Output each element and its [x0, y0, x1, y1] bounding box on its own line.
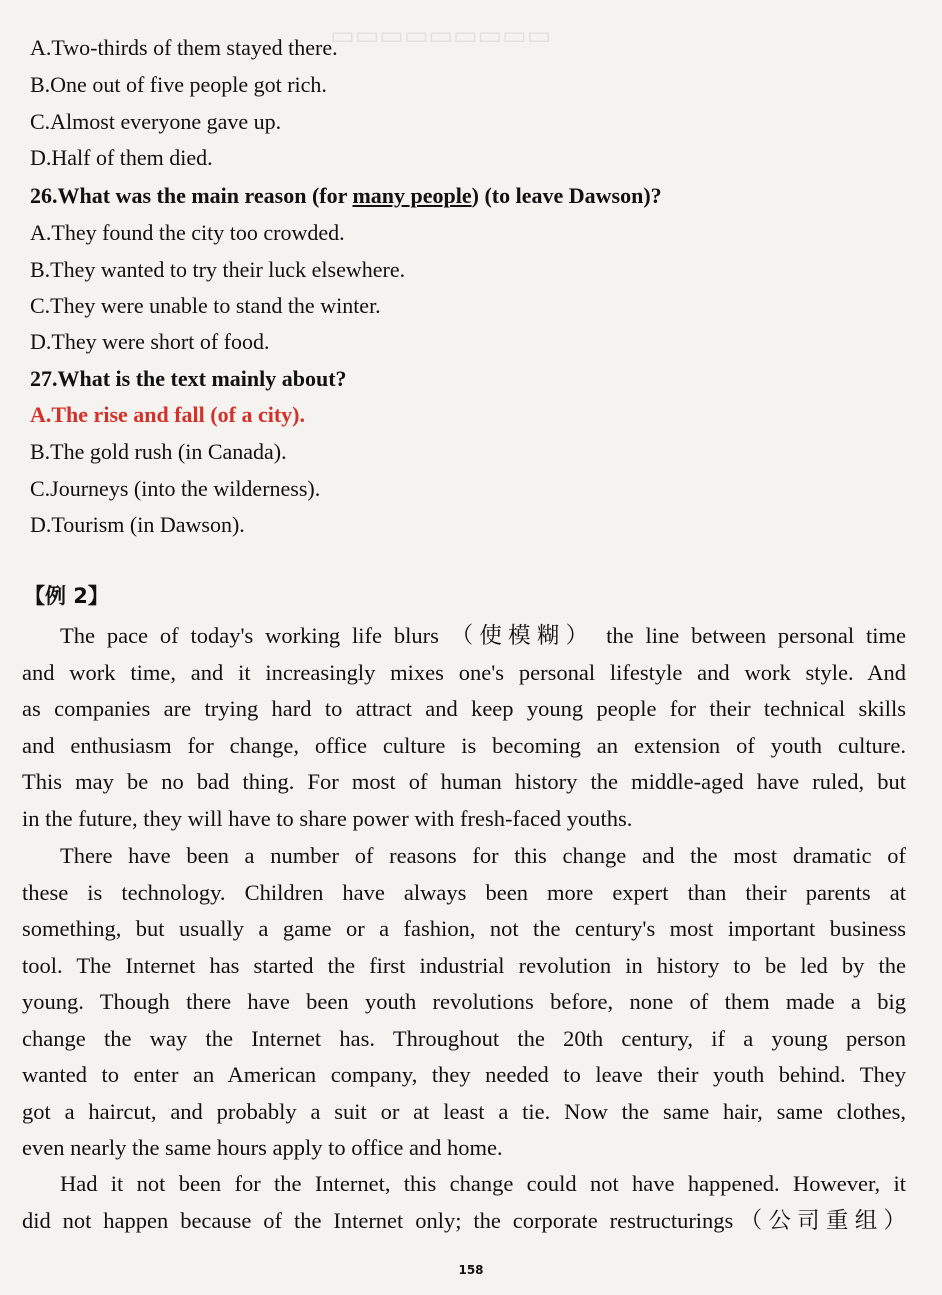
paragraph-line: as companies are trying hard to attract and keep young people for their technical skills [22, 696, 906, 721]
paragraph-line: Had it not been for the Internet, this change could not have happened. However, it [60, 1171, 906, 1196]
paragraph-line: wanted to enter an American company, they needed to leave their youth behind. They [22, 1062, 906, 1087]
q25-option-c: C.Almost everyone gave up. [30, 109, 282, 134]
q27-answer: A.The rise and fall (of a city). [30, 402, 305, 427]
passage-paragraph-3 [22, 1166, 906, 1239]
q27-option-c: C.Journeys (into the wilderness). [30, 476, 321, 501]
paragraph-line: got a haircut, and probably a suit or at least a tie. Now the same hair, same clothes, [22, 1098, 906, 1124]
paragraph-line: and work time, and it increasingly mixes one's personal lifestyle and work style. And [22, 659, 906, 685]
paragraph-line: even nearly the same hours apply to office and home. [22, 1135, 503, 1160]
paragraph-line: something, but usually a game or a fashion, not the century's most important business [22, 916, 906, 941]
passage-paragraph-2 [22, 838, 906, 1167]
paragraph-line: This may be no bad thing. For most of human history the middle-aged have ruled, but [22, 769, 906, 794]
q26-option-d: D.They were short of food. [30, 329, 270, 354]
q26-option-b: B.They wanted to try their luck elsewhere. [30, 257, 406, 282]
paragraph-line: young. Though there have been youth revolutions before, none of them made a big [22, 989, 906, 1014]
paragraph-line: There have been a number of reasons for this change and the most dramatic of [60, 843, 906, 868]
paragraph-line: in the future, they will have to share power with fresh-faced youths. [22, 805, 633, 831]
paragraph-line: change the way the Internet has. Throughout the 20th century, if a young person [22, 1025, 906, 1051]
show-through-decoration: ▭▭▭▭▭▭▭▭▭ [330, 21, 552, 51]
q26-prefix: 26.What was the main reason (for [30, 183, 353, 208]
paragraph-line: these is technology. Children have always been more expert than their parents at [22, 879, 906, 905]
page-number: 158 [458, 1263, 484, 1277]
paragraph-line: tool. The Internet has started the first industrial revolution in history to be led by the [22, 952, 906, 978]
q25-option-b: B.One out of five people got rich. [30, 72, 327, 97]
q25-option-d: D.Half of them died. [30, 145, 213, 170]
q27-question: 27.What is the text mainly about? [30, 366, 347, 391]
paragraph-line: did not happen because of the Internet only; the corporate restructurings（公司重组） [22, 1207, 906, 1233]
q26-option-c: C.They were unable to stand the winter. [30, 293, 381, 318]
q27-option-d: D.Tourism (in Dawson). [30, 512, 245, 537]
paragraph-line: The pace of today's working life blurs （使模糊） the line between personal time [60, 623, 906, 648]
paragraph-line: and enthusiasm for change, office culture is becoming an extension of youth culture. [22, 732, 906, 758]
q26-question [30, 178, 662, 214]
example-heading: 【例 2】 [24, 584, 109, 608]
q26-option-a: A.They found the city too crowded. [30, 220, 345, 245]
q25-option-a: A.Two-thirds of them stayed there. [30, 35, 338, 60]
passage-paragraph-1 [22, 618, 906, 837]
q26-underlined: many people [352, 183, 472, 208]
q26-suffix: ) (to leave Dawson)? [471, 183, 662, 208]
q27-option-b: B.The gold rush (in Canada). [30, 439, 287, 464]
